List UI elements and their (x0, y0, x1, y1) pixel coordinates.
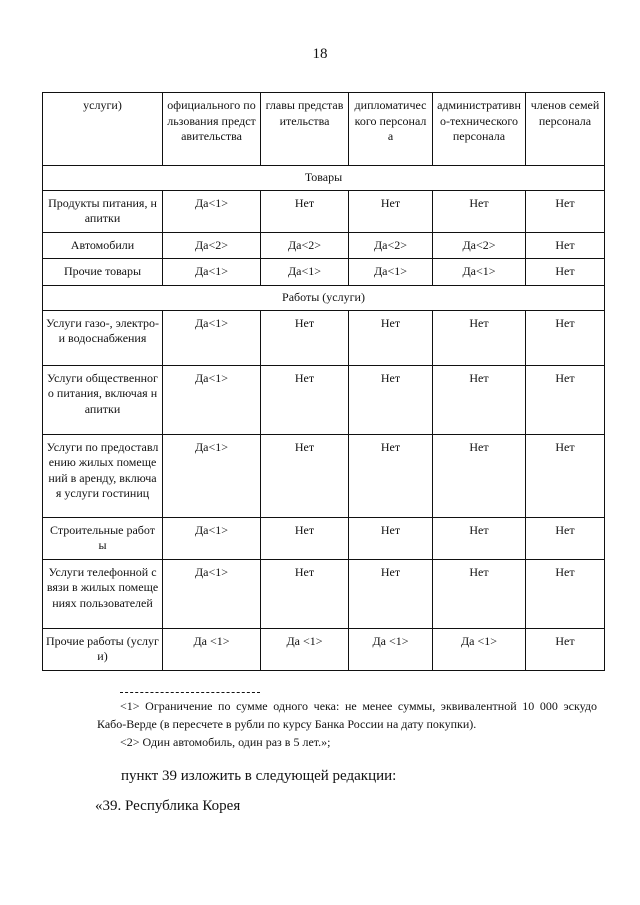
table-cell: Нет (261, 559, 349, 628)
table-cell: Да <1> (261, 628, 349, 670)
table-cell: Да<1> (433, 259, 526, 286)
table-cell: Нет (526, 259, 605, 286)
header-cell: административно-технического персонала (433, 93, 526, 166)
table-cell: Да<1> (163, 559, 261, 628)
table-cell: Да<2> (433, 232, 526, 259)
table-cell: Нет (526, 434, 605, 517)
header-cell: главы представительства (261, 93, 349, 166)
row-label: Автомобили (43, 232, 163, 259)
table-cell: Да<1> (163, 259, 261, 286)
header-cell: членов семей персонала (526, 93, 605, 166)
row-label: Услуги телефонной связи в жилых помещениях пользователей (43, 559, 163, 628)
footnotes (97, 692, 597, 751)
row-label: Продукты питания, напитки (43, 190, 163, 232)
header-cell: дипломатического персонала (349, 93, 433, 166)
table-cell: Нет (433, 310, 526, 365)
table-cell: Да <1> (163, 628, 261, 670)
table-cell: Нет (261, 190, 349, 232)
section-row (43, 166, 605, 191)
amendment-instruction: пункт 39 изложить в следующей редакции: (121, 768, 397, 784)
table-cell: Да <1> (349, 628, 433, 670)
header-cell: услуги) (43, 93, 163, 166)
table-cell: Нет (526, 517, 605, 559)
table-cell: Да <1> (433, 628, 526, 670)
table-cell: Нет (261, 310, 349, 365)
row-label: Услуги общественного питания, включая напитки (43, 365, 163, 434)
table-cell: Нет (349, 517, 433, 559)
table-cell: Да<2> (163, 232, 261, 259)
section-row (43, 285, 605, 310)
table-cell: Да<1> (163, 190, 261, 232)
table-header-row (43, 93, 605, 166)
table-row (43, 365, 605, 434)
table-cell: Нет (349, 365, 433, 434)
section-title-services: Работы (услуги) (43, 285, 605, 310)
table-row (43, 517, 605, 559)
table-cell: Нет (433, 434, 526, 517)
table-cell: Да<1> (163, 310, 261, 365)
footnote-2: <2> Один автомобиль, один раз в 5 лет.»; (120, 735, 331, 749)
next-item-heading: «39. Республика Корея (95, 798, 241, 814)
table-cell: Нет (349, 559, 433, 628)
table-cell: Да<2> (349, 232, 433, 259)
table-cell: Нет (261, 434, 349, 517)
table-cell: Нет (433, 365, 526, 434)
table-cell: Нет (261, 517, 349, 559)
table-row (43, 559, 605, 628)
table-cell: Нет (433, 517, 526, 559)
section-title-goods: Товары (43, 166, 605, 191)
table-row (43, 232, 605, 259)
table-cell: Да<1> (163, 517, 261, 559)
table-cell: Нет (526, 559, 605, 628)
table-row (43, 259, 605, 286)
row-label: Прочие работы (услуги) (43, 628, 163, 670)
table-cell: Нет (433, 190, 526, 232)
table-cell: Нет (526, 310, 605, 365)
table-cell: Нет (526, 190, 605, 232)
row-label: Строительные работы (43, 517, 163, 559)
table-cell: Нет (349, 434, 433, 517)
row-label: Услуги газо-, электро- и водоснабжения (43, 310, 163, 365)
table-cell: Нет (526, 232, 605, 259)
table-cell: Да<2> (261, 232, 349, 259)
table-cell: Нет (349, 310, 433, 365)
table-cell: Нет (261, 365, 349, 434)
header-cell: официального пользования представительства (163, 93, 261, 166)
row-label: Прочие товары (43, 259, 163, 286)
table-row (43, 434, 605, 517)
table-cell: Нет (526, 628, 605, 670)
table-cell: Нет (349, 190, 433, 232)
footnote-1: <1> Ограничение по сумме одного чека: не менее суммы, эквивалентной 10 000 эскудо Кабо-Верде (в пересчете в рубли по курсу Банка России на дату покупки). (97, 699, 597, 731)
table-cell: Да<1> (349, 259, 433, 286)
row-label: Услуги по предоставлению жилых помещений в аренду, включая услуги гостиниц (43, 434, 163, 517)
table-cell: Нет (526, 365, 605, 434)
table-row (43, 628, 605, 670)
table-cell: Да<1> (261, 259, 349, 286)
table-cell: Да<1> (163, 434, 261, 517)
table-row (43, 310, 605, 365)
footnote-divider (120, 692, 260, 693)
privileges-table (42, 92, 605, 671)
table-cell: Нет (433, 559, 526, 628)
table-row (43, 190, 605, 232)
page-number: 18 (312, 46, 328, 62)
table-cell: Да<1> (163, 365, 261, 434)
